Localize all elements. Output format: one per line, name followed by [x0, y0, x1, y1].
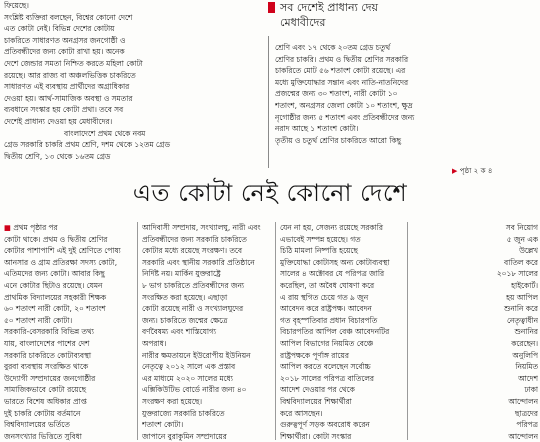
article-line: ৬০ শতাংশ নারী কোটা, ২০ শতাংশ: [4, 304, 106, 314]
page-reference-text: পৃষ্ঠা ২ ক ৪: [459, 166, 493, 175]
subheading-line-2: মেধাবীদের: [280, 16, 326, 29]
article-line: প্রজন্মের জন্য ৩০ শতাংশ, নারী কোটা ১০: [275, 89, 398, 99]
article-line: রাষ্ট্রপক্ষকে পূর্ণাঙ্গ রায়ের: [280, 350, 349, 360]
article-line: এভাবেই সম্পন্ন হয়েছে। গত: [280, 234, 361, 244]
article-line: গ্রেড সরকারি চাকরি প্রথম শ্রেণি, দশম থেকে ১২তম গ্রেড: [4, 140, 170, 150]
arrow-icon: ▶: [452, 167, 458, 175]
article-line: দেশে জেন্ডার সমতা নিশ্চিত করতে মহিলা কোটা: [4, 58, 143, 68]
article-line: কোটার মধ্যে রয়েছে সংরক্ষণ। তবে: [142, 246, 242, 256]
article-line: শ্রেণি এবং ১৭ থেকে ২০তম গ্রেড চতুর্থ: [275, 43, 391, 52]
bottom-column-2: [142, 222, 268, 440]
article-line: করে আসছেন।: [280, 408, 323, 418]
article-line: বাতিল করে: [504, 257, 538, 267]
article-line: বুরবা ব্যবস্থায় সংরক্ষিত থাকে: [4, 362, 89, 372]
article-line: জনসংখ্যার ভিত্তিতে সুবিধা: [4, 431, 82, 441]
article-line: বিশ্ববিদ্যালয়ের ভর্তিতে: [4, 420, 70, 430]
bottom-column-3: [280, 222, 406, 440]
article-line: সংরক্ষিত করা হয়েছে। এছাড়া: [142, 292, 228, 302]
article-line: ২০১৮ সালের: [496, 269, 538, 279]
article-line: নারীর ক্ষমতায়নে ইউরোপীয় ইউনিয়ন: [142, 350, 251, 360]
article-line: ভারতে বিশেষ অধিকার প্রাপ্ত: [4, 396, 87, 406]
article-line: গত বৃহস্পতিবার প্রধান বিচারপতি: [280, 315, 378, 325]
top-right-article: [275, 42, 535, 160]
article-line: বাংলাদেশে প্রথম থেকে নবম: [64, 128, 146, 138]
article-line: বর্ণবৈষম্য এবং শাস্তিযোগ্য: [142, 327, 217, 337]
article-line: এনে কোটার ছিটাও রয়েছে। যেমন: [4, 280, 103, 290]
article-line: চাকরিতে সাধারণত অনগ্রসর জনগোষ্ঠী ও: [4, 35, 126, 45]
article-line: ৫০ শতাংশ নারী কোটা।: [4, 315, 73, 325]
column-divider: [268, 36, 269, 168]
article-line: আদিবাসী সম্প্রদায়, সংখ্যালঘু, নারী এবং: [142, 223, 261, 232]
article-line: গুরুত্বপূর্ণ সড়ক অবরোধ করেন: [280, 420, 370, 430]
article-line: সরকারি চাকরিতে কোটাব্যবস্থা: [4, 350, 92, 360]
page-reference: [452, 166, 493, 178]
article-line: ৫ জুন এক: [506, 234, 538, 244]
article-line: শুনানির: [514, 327, 538, 337]
top-right-paragraph: [275, 42, 535, 146]
article-line: প্রাথমিক বিদ্যালয়ের সহকারী শিক্ষক: [4, 292, 107, 302]
article-line: সংশ্লিষ্ট ব্যক্তিরা বলছেন, বিশ্বের কোনো দেশে: [4, 12, 133, 22]
article-line: আনসার ও গ্রাম প্রতিরক্ষা সদস্য কোটা,: [4, 257, 118, 267]
article-line: জন্য। চাকরিতে জন্মের ক্ষেত্রে: [142, 315, 228, 325]
article-line: যেন না হয়, সেজন্য রয়েছে সরকারি: [280, 223, 383, 232]
article-line: ব্যবধানে সংস্কার হয় কোটা প্রথা। তবে সব: [4, 105, 124, 115]
article-line: কোটা রয়েছে নারী ও সংখ্যালঘুদের: [142, 304, 244, 314]
article-line: শুনানি করে: [504, 304, 538, 314]
article-line: দুই চাকরি কোটায় বর্তমানে: [4, 408, 81, 418]
article-line: ৮ ভাগ চাকরিতে প্রতিবন্ধীদের জন্য: [142, 280, 245, 290]
subheading-line-1: সব দেশেই প্রাধান্য দেয়: [280, 1, 379, 14]
article-line: করেছেন।: [511, 338, 538, 348]
article-line: দ্বিতীয় শ্রেণি, ১৩ থেকে ১৬তম গ্রেড: [4, 151, 111, 161]
article-line: সাধারণত এই ব্যবস্থায় প্রার্থীদের অগ্রাধিকার: [4, 82, 130, 92]
article-line: চিঠি মামলা নিষ্পত্তি হয়েছে: [280, 246, 358, 256]
article-line: এক্সিকিউটিভ বোর্ডে নারীর জন্য ৪০: [142, 385, 247, 395]
article-line: মুক্তিযোদ্ধা কোটাসহ অন্য কোটাব্যবস্থা: [280, 257, 390, 267]
article-line: অনুলিপি: [512, 350, 538, 360]
column-rule: [407, 222, 408, 440]
article-line: সরকারি এবং স্থানীয় সরকারি প্রতিষ্ঠানে: [142, 257, 255, 267]
top-left-paragraph: [4, 0, 262, 162]
article-line: এতিমদের জন্য কোটা। আবার কিছু: [4, 269, 105, 279]
article-line: যুক্তরাজ্যে সরকারি চাকরিতে: [142, 408, 225, 418]
article-line: নেতৃত্বাধীন: [506, 315, 538, 325]
article-line: আপিল করতে বলেছেন সর্বোচ্চ: [280, 362, 371, 372]
article-line: এ রায় স্থগিত চেয়ে গত ৯ জুন: [280, 292, 369, 302]
article-line: দেশেই প্রাধান্য দেওয়া হয় মেধাবীদের।: [4, 116, 113, 126]
article-line: দেওয়া হয়। আর্থ-সামাজিক অবস্থা ও সমতার: [4, 93, 133, 103]
article-line: প্রতিবন্ধীদের জন্য সরকারি চাকরিতে: [142, 234, 247, 244]
article-line: প্রতিবন্ধীদের জন্য কোটা রাখা হয়। অনেক: [4, 47, 125, 57]
continuation-text: প্রথম পৃষ্ঠার পর: [13, 223, 58, 232]
top-left-article: [4, 0, 262, 161]
article-line: শতাংশ, অনগ্রসর জেলা কোটা ১০ শতাংশ, ক্ষুদ্র: [275, 100, 413, 110]
article-line: অপরাধ।: [142, 338, 167, 348]
article-line: নৃগোষ্ঠীর জন্য ৫ শতাংশ এবং প্রতিবন্ধীদের জন্য: [275, 112, 415, 122]
article-line: ছাত্রদের: [515, 408, 538, 418]
article-line: শিক্ষার্থীরা। কোটা সংস্কার: [280, 431, 352, 441]
column-rule: [275, 222, 276, 440]
article-line: আপিল বিভাগের নিয়মিত বেঞ্চে: [280, 338, 374, 348]
article-line: বিচারপতির আপিল বেঞ্চ আবেদনটির: [280, 327, 390, 337]
article-line: ২০১৮ সালের পরিপত্র বাতিলের: [280, 373, 374, 383]
subheading: [270, 0, 430, 32]
article-line: আন্দোলন: [508, 396, 538, 406]
article-line: কোটার পাশাপাশি এই দুই শ্রেণিতে পোষ্য: [4, 246, 121, 256]
article-line: সামাজিকভাবে কোটা রয়েছে: [4, 385, 86, 395]
article-line: ফিয়েছে।: [4, 1, 29, 10]
article-line: জাপানে বুরাকুমিন সম্প্রদায়ের: [142, 431, 227, 441]
bottom-column-4: [412, 222, 538, 440]
column-rule: [137, 222, 138, 440]
article-line: উদ্যোগী সম্প্রদায়ের জনগোষ্ঠীর: [4, 373, 96, 383]
article-line: আদেশ: [518, 373, 538, 383]
article-line: সব নিয়োগ: [505, 223, 538, 232]
article-line: এর মাধ্যমে ২০২০ সালের মধ্যে: [142, 373, 233, 383]
article-line: মধ্যে মুক্তিযোদ্ধার সন্তান এবং নাতি-নাতনিদের: [275, 77, 409, 87]
article-line: ঢাকা: [524, 385, 538, 395]
article-line: আন্দোলন: [508, 431, 538, 441]
article-line: রয়েছে। আর রাজ্য বা অঞ্চলভিত্তিক চাকরিতে: [4, 70, 136, 80]
article-line: চাকরিতে মোট ৫৬ শতাংশ কোটা রয়েছে। এর: [275, 66, 406, 76]
red-square-marker: [268, 2, 275, 13]
article-line: আদেশ দেওয়ার পর থেকে: [280, 385, 355, 395]
article-line: করেছিল, তা অবৈধ ঘোষণা করে: [280, 280, 375, 290]
article-line: সংরক্ষণ করা হয়েছে।: [142, 396, 202, 406]
article-line: কোটা থাকে। প্রথম ও দ্বিতীয় শ্রেণির: [4, 234, 108, 244]
article-line: বিশ্ববিদ্যালয়ের শিক্ষার্থীরা: [280, 396, 352, 406]
article-line: যায়, বাংলাদেশের পাশের দেশ: [4, 338, 90, 348]
article-line: হাইকোর্ট।: [511, 280, 538, 290]
article-line: নরাদ আছে ১ শতাংশ কোটা।: [275, 124, 359, 134]
article-line: এত কোটা নেই। বিভিন্ন দেশের কোটায়: [4, 24, 115, 34]
article-line: হয় আপিল: [506, 292, 538, 302]
square-bullet-icon: ■: [4, 223, 11, 232]
article-line: শ্রেণির চাকরি। প্রথম ও দ্বিতীয় শ্রেণির সরকারি: [275, 54, 409, 64]
main-headline: এত কোটা নেই কোনো দেশে: [132, 179, 408, 207]
bottom-column-1: [4, 222, 130, 440]
article-line: নেতৃত্বে ২০১২ সালে এক প্রস্তাব: [142, 362, 236, 372]
article-line: আবেদন করে রাষ্ট্রপক্ষ। আবেদন: [280, 304, 372, 314]
article-line: সালের ৪ অক্টোবর যে পরিপত্র জারি: [280, 269, 385, 279]
article-line: নিয়মিত: [515, 362, 538, 372]
article-line: শতাংশ কোটা।: [142, 420, 184, 430]
article-line: সরকারি-বেসরকারি বিভিন্ন তথ্য: [4, 327, 94, 337]
article-line: পরিপত্র: [516, 420, 538, 430]
article-line: তৃতীয় ও চতুর্থ শ্রেণির চাকরিতে আরো কিছু: [275, 135, 401, 145]
continuation-marker: [4, 222, 130, 234]
article-line: উল্লেখ: [519, 246, 538, 256]
article-line: নির্দিষ্ট নয়। মার্কিন যুক্তরাষ্ট্রে: [142, 269, 221, 279]
